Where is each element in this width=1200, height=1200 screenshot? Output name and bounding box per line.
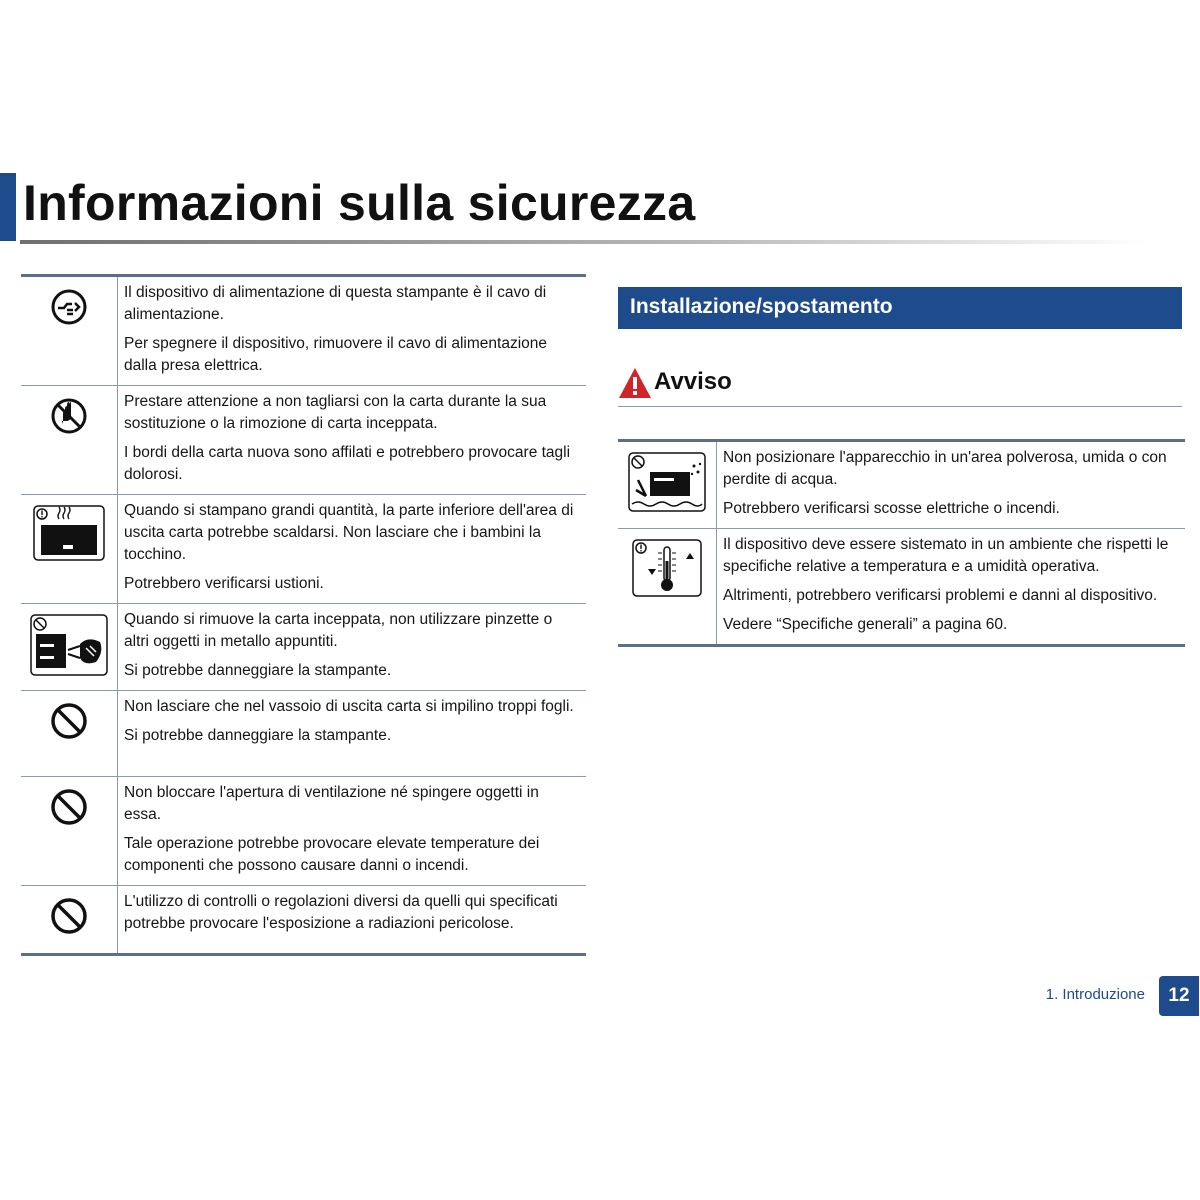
safety-text: Prestare attenzione a non tagliarsi con la carta durante la sua sostituzione o la rimozione di carta inceppata. xyxy=(124,393,547,432)
prohibited-icon xyxy=(49,701,89,746)
prohibited-icon xyxy=(49,787,89,832)
no-hand-cut-icon xyxy=(49,396,89,441)
title-accent-bar xyxy=(0,173,16,241)
footer-chapter: 1. Introduzione xyxy=(1045,986,1145,1003)
page-number-badge: 12 xyxy=(1159,976,1199,1016)
safety-text: Si potrebbe danneggiare la stampante. xyxy=(124,662,392,679)
table-row xyxy=(21,777,586,886)
table-row xyxy=(21,276,586,386)
safety-table-left xyxy=(21,274,586,956)
safety-text: Si potrebbe danneggiare la stampante. xyxy=(124,727,392,744)
table-row xyxy=(21,604,586,691)
no-dust-humidity-icon xyxy=(628,452,706,517)
hot-surface-printer-icon xyxy=(33,505,105,566)
safety-text: L'utilizzo di controlli o regolazioni diversi da quelli qui specificati potrebbe provocare l'esposizione a radiazioni pericolose. xyxy=(124,893,558,932)
prohibited-icon xyxy=(49,896,89,941)
title-divider xyxy=(20,240,1150,244)
safety-text: Il dispositivo di alimentazione di questa stampante è il cavo di alimentazione. xyxy=(124,284,547,323)
safety-text: I bordi della carta nuova sono affilati e potrebbero provocare tagli dolorosi. xyxy=(124,444,571,483)
safety-text: Tale operazione potrebbe provocare elevate temperature dei componenti che possono causare danni o incendi. xyxy=(124,835,540,874)
safety-text: Altrimenti, potrebbero verificarsi problemi e danni al dispositivo. xyxy=(723,587,1158,604)
safety-text: Per spegnere il dispositivo, rimuovere il cavo di alimentazione dalla presa elettrica. xyxy=(124,335,548,374)
warning-heading xyxy=(618,364,1182,407)
unplug-icon xyxy=(49,287,89,332)
safety-text: Quando si stampano grandi quantità, la parte inferiore dell'area di uscita carta potrebbe scaldarsi. Non lasciare che i bambini la tocchino. xyxy=(124,502,574,563)
section-header: Installazione/spostamento xyxy=(618,287,1182,329)
table-row xyxy=(21,691,586,777)
table-row xyxy=(21,495,586,604)
safety-text: Potrebbero verificarsi ustioni. xyxy=(124,575,324,592)
safety-text: Non lasciare che nel vassoio di uscita carta si impilino troppi fogli. xyxy=(124,698,574,715)
thermometer-icon xyxy=(632,539,702,602)
table-row xyxy=(21,386,586,495)
safety-text: Il dispositivo deve essere sistemato in un ambiente che rispetti le specifiche relative a temperatura e a umidità operativa. xyxy=(723,536,1169,575)
safety-text: Quando si rimuove la carta inceppata, non utilizzare pinzette o altri oggetti in metallo appuntiti. xyxy=(124,611,553,650)
no-tweezers-printer-icon xyxy=(30,614,108,681)
table-row xyxy=(618,441,1185,529)
warning-triangle-icon xyxy=(618,366,652,405)
table-row xyxy=(618,529,1185,646)
table-row xyxy=(21,886,586,955)
safety-table-right xyxy=(618,439,1185,647)
safety-text: Potrebbero verificarsi scosse elettriche o incendi. xyxy=(723,500,1060,517)
safety-text: Non posizionare l'apparecchio in un'area polverosa, umida o con perdite di acqua. xyxy=(723,449,1167,488)
page-title: Informazioni sulla sicurezza xyxy=(23,175,696,231)
safety-text: Non bloccare l'apertura di ventilazione né spingere oggetti in essa. xyxy=(124,784,539,823)
warning-label: Avviso xyxy=(654,368,732,395)
safety-text: Vedere “Specifiche generali” a pagina 60. xyxy=(723,616,1008,633)
